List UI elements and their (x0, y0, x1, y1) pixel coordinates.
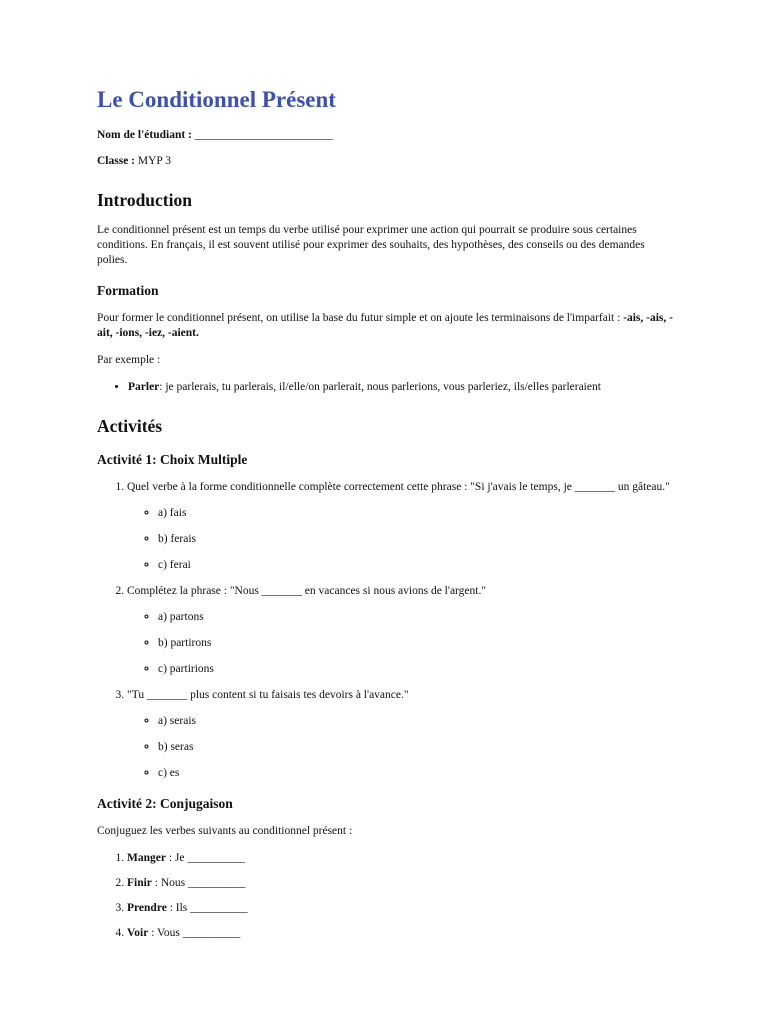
student-name-blank: ________________________ (194, 129, 333, 141)
option-list (127, 610, 677, 677)
example-item (128, 380, 677, 395)
option-item: ◦ a) serais (158, 714, 677, 729)
question-item (127, 688, 677, 781)
conjugation-verb: Manger (127, 852, 166, 864)
conjugation-item (127, 876, 677, 891)
option-item: ◦ b) seras (158, 740, 677, 755)
document-page (97, 86, 677, 951)
conjugation-blank: : Vous __________ (148, 927, 241, 939)
conjugation-item (127, 926, 677, 941)
option-item: ◦ b) ferais (158, 532, 677, 547)
class-value: MYP 3 (137, 155, 172, 167)
conjugation-verb: Finir (127, 877, 152, 889)
question-text: "Tu _______ plus content si tu faisais tes devoirs à l'avance." (127, 689, 409, 701)
activities-heading: Activités (97, 416, 163, 436)
option-list (127, 714, 677, 781)
introduction-text: Le conditionnel présent est un temps du verbe utilisé pour exprimer une action qui pourrait se produire sous certaines conditions. En français, il est souvent utilisé pour exprimer des souhaits, des hypothèses, des conseils ou des demandes polies. (97, 224, 645, 266)
question-item (127, 480, 677, 573)
class-line (97, 154, 677, 169)
page-title: Le Conditionnel Présent (97, 87, 336, 112)
student-name-line (97, 128, 677, 143)
formation-description: Pour former le conditionnel présent, on utilise la base du futur simple et on ajoute les terminaisons de l'imparfait : (97, 312, 624, 324)
formation-text (97, 311, 677, 341)
question-item (127, 584, 677, 677)
class-label: Classe : (97, 155, 136, 167)
question-text: Complétez la phrase : "Nous _______ en vacances si nous avions de l'argent." (127, 585, 487, 597)
introduction-heading: Introduction (97, 190, 192, 210)
conjugation-item (127, 901, 677, 916)
conjugation-verb: Voir (127, 927, 149, 939)
activity2-heading: Activité 2: Conjugaison (97, 796, 233, 811)
example-list (97, 380, 677, 395)
option-item: ◦ a) fais (158, 506, 677, 521)
conjugation-list (97, 851, 677, 941)
conjugation-verb: Prendre (127, 902, 167, 914)
example-conjugation: : je parlerais, tu parlerais, il/elle/on parlerait, nous parlerions, vous parleriez, ils/elles parleraient (159, 381, 601, 393)
option-item: ◦ c) es (158, 766, 677, 781)
option-item: ◦ c) partirions (158, 662, 677, 677)
conjugation-item (127, 851, 677, 866)
example-verb: Parler (128, 381, 160, 393)
student-name-label: Nom de l'étudiant : (97, 129, 192, 141)
activity1-heading: Activité 1: Choix Multiple (97, 452, 248, 467)
conjugation-blank: : Ils __________ (166, 902, 248, 914)
activity2-instruction: Conjuguez les verbes suivants au conditionnel présent : (97, 825, 353, 837)
formation-heading: Formation (97, 283, 159, 298)
question-text: Quel verbe à la forme conditionnelle complète correctement cette phrase : "Si j'avais le temps, je _______ un gâteau." (127, 481, 670, 493)
option-list (127, 506, 677, 573)
option-item: ◦ b) partirons (158, 636, 677, 651)
activity1-question-list (97, 480, 677, 781)
conjugation-blank: : Je __________ (165, 852, 245, 864)
option-item: ◦ a) partons (158, 610, 677, 625)
option-item: ◦ c) ferai (158, 558, 677, 573)
conjugation-blank: : Nous __________ (151, 877, 246, 889)
formation-endings: -ais, -ais, -ait, -ions, -iez, -aient. (97, 312, 673, 339)
example-intro: Par exemple : (97, 354, 161, 366)
